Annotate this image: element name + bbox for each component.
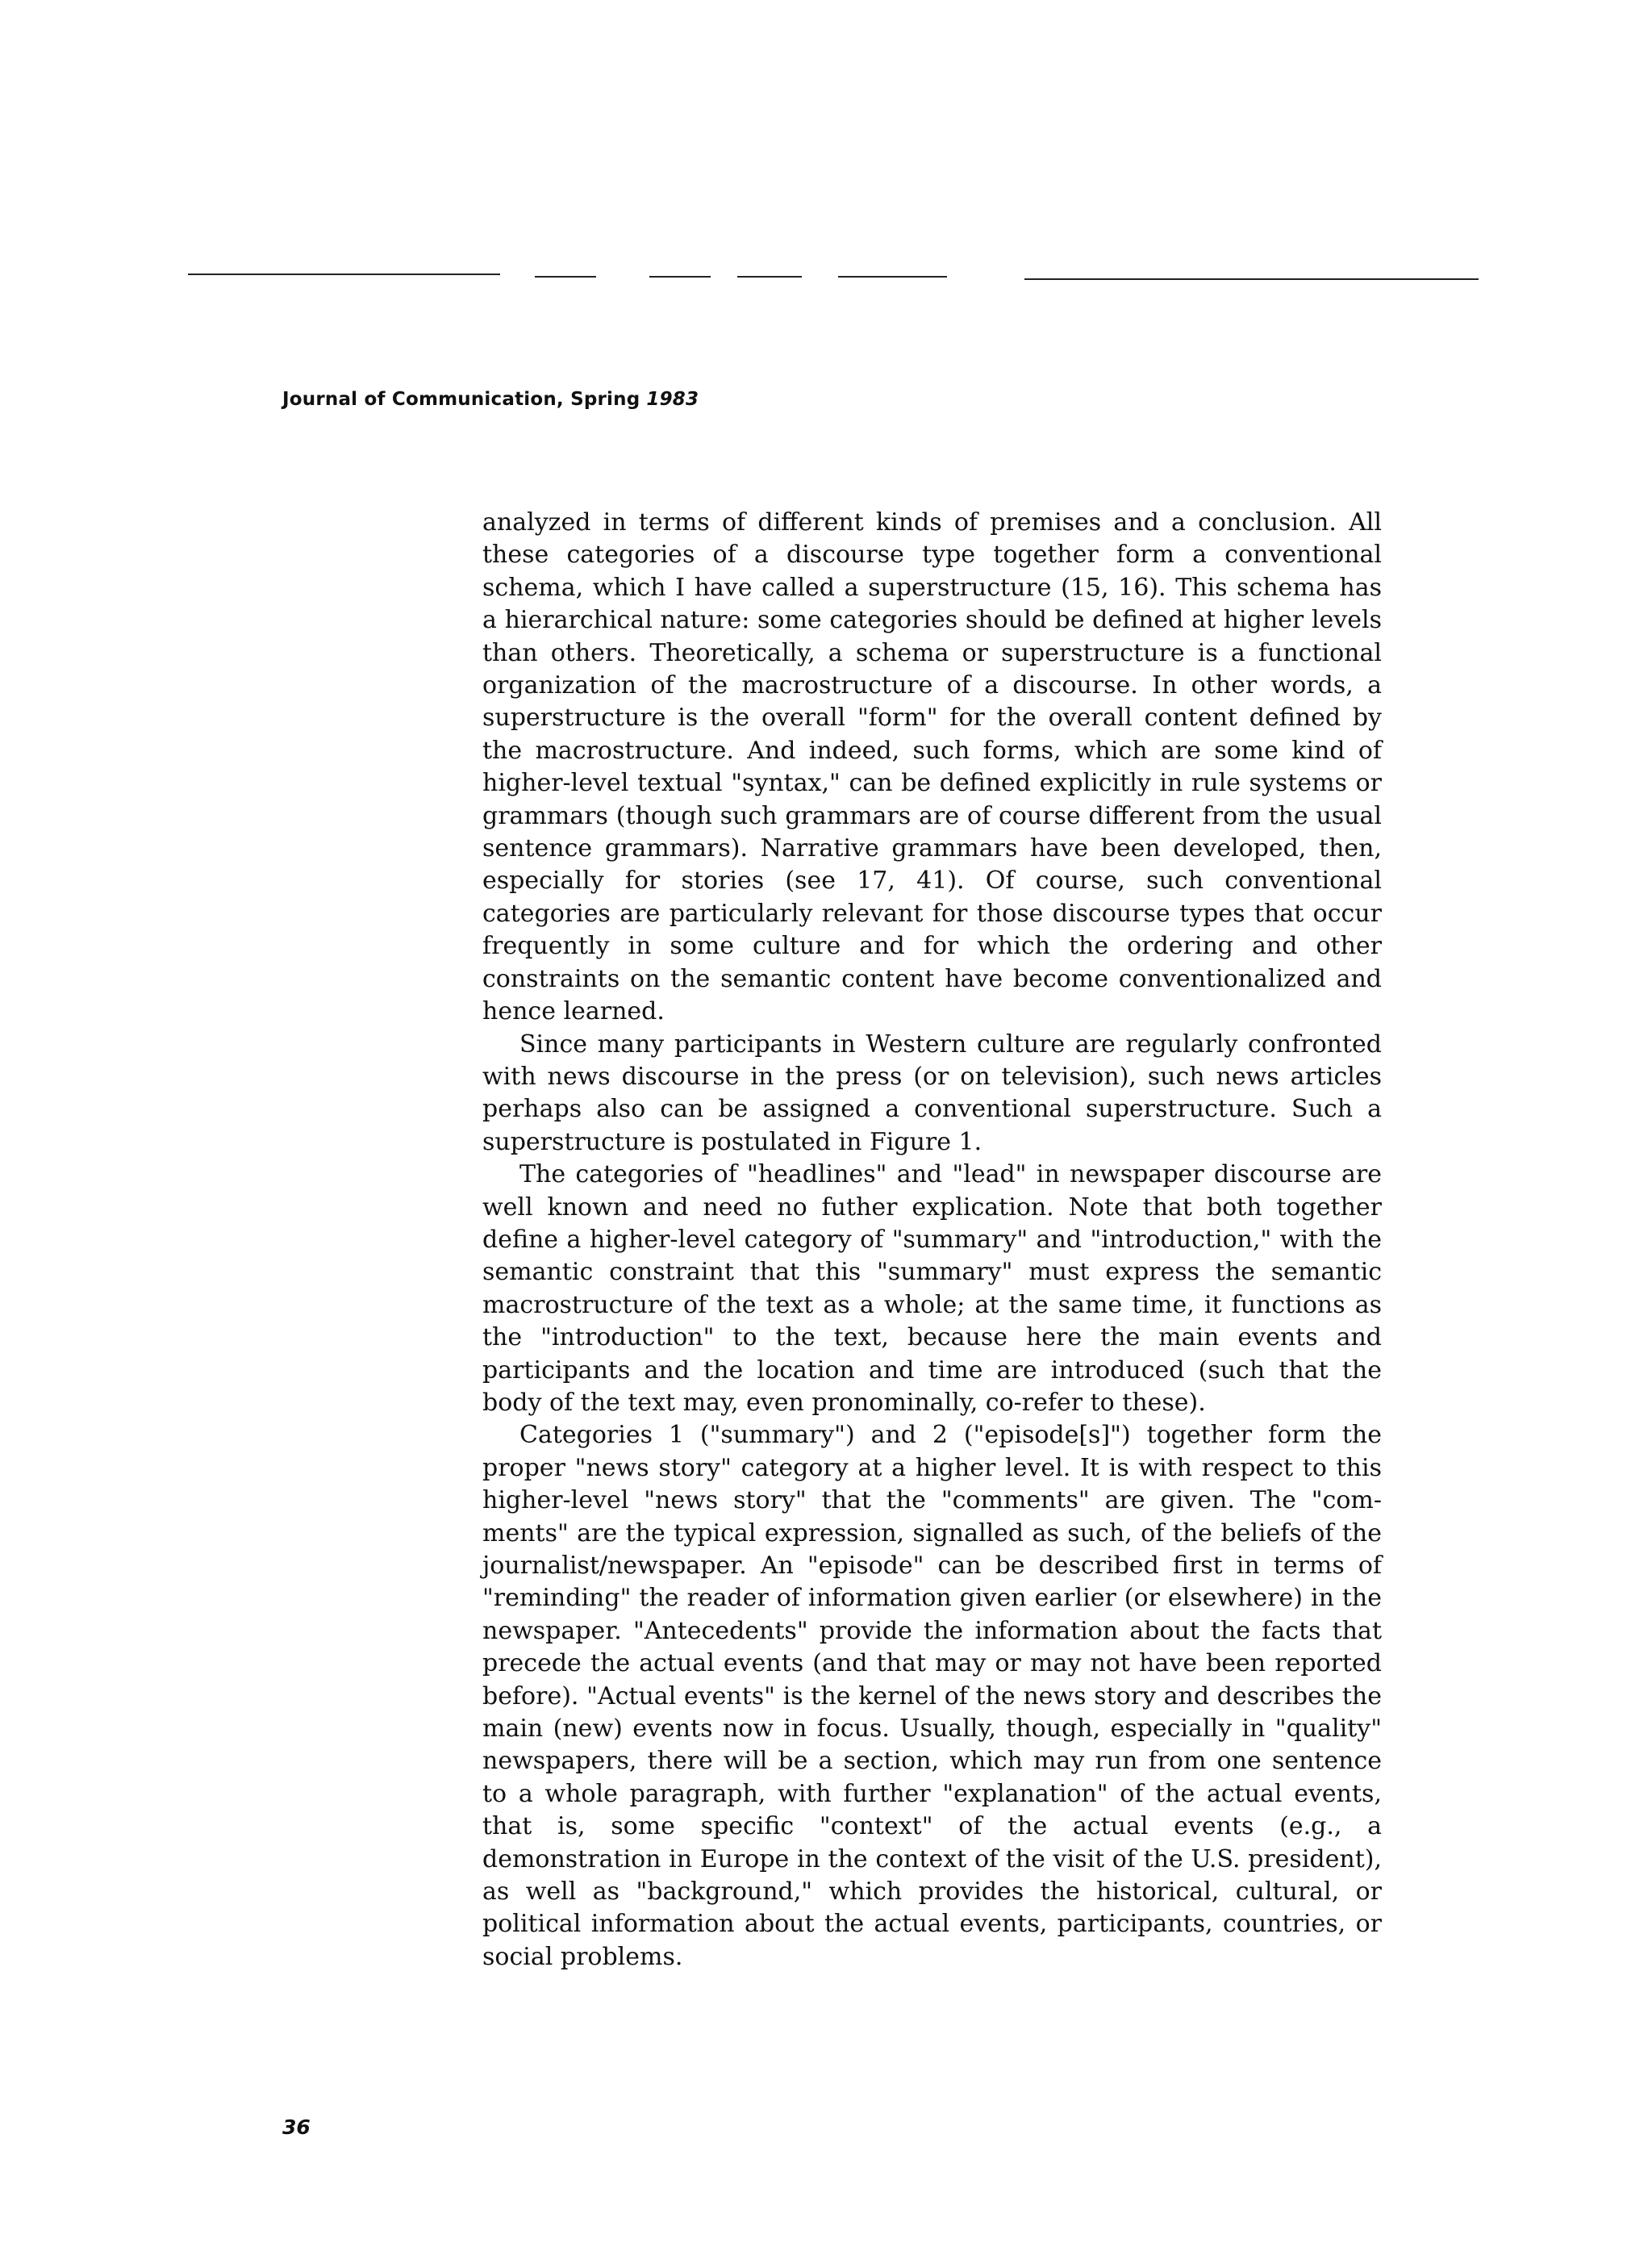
article-body bbox=[482, 507, 1382, 1974]
journal-title: Journal of Communication, Spring bbox=[282, 389, 640, 410]
top-rule-5 bbox=[838, 276, 947, 278]
top-rule-6 bbox=[1024, 278, 1479, 280]
paragraph: The categories of "headlines" and "lead" in newspaper discourse are well known and need no futher explication. Note that both together define a higher-level category of "summary" and "introduction," with the semantic constraint that this "summary" must express the semantic macrostructure of the text as a whole; at the same time, it functions as the "introduction" to the text, because here the main events and participants and the location and time are introduced (such that the body of the text may, even pronominally, co-refer to these). bbox=[482, 1160, 1382, 1417]
paragraph: Categories 1 ("summary") and 2 ("episode[s]") together form the proper "news story" category at a higher level. It is with respect to this higher-level "news story" that the "comments" are given. The "comments" are the typical expression, signalled as such, of the beliefs of the journalist/newspaper. An "episode" can be described first in terms of "reminding" the reader of information given earlier (or elsewhere) in the newspaper. "Antecedents" provide the information about the facts that precede the actual events (and that may or may not have been reported before). "Actual events" is the kernel of the news story and describes the main (new) events now in focus. Usually, though, especially in "quality" newspapers, there will be a section, which may run from one sentence to a whole paragraph, with further "explanation" of the actual events, that is, some specific "context" of the actual events (e.g., a demonstration in Europe in the context of the visit of the U.S. president), as well as "background," which provides the historical, cultural, or political information about the actual events, participants, countries, or social problems. bbox=[482, 1421, 1382, 1971]
top-rule-3 bbox=[649, 276, 711, 278]
page-number: 36 bbox=[282, 2116, 311, 2139]
top-rule-1 bbox=[188, 274, 500, 275]
paragraph: analyzed in terms of different kinds of premises and a conclusion. All these categories of a discourse type together form a conventional schema, which I have called a superstructure (15, 16). This schema has a hierarchical nature: some categories should be defined at higher levels than others. Theoretically, a schema or superstructure is a functional organization of the macrostructure of a discourse. In other words, a superstructure is the overall "form" for the overall content defined by the macrostructure. And indeed, such forms, which are some kind of higher-level textual "syntax," can be defined explicitly in rule systems or grammars (though such grammars are of course different from the usual sentence grammars). Narrative grammars have been developed, then, especially for stories (see 17, 41). Of course, such conventional categories are particularly relevant for those discourse types that occur frequently in some culture and for which the ordering and other constraints on the semantic content have become conventionalized and hence learned. bbox=[482, 508, 1382, 1026]
top-rule-4 bbox=[737, 276, 802, 278]
journal-year: 1983 bbox=[646, 389, 699, 410]
top-rule-2 bbox=[535, 276, 596, 278]
running-head bbox=[282, 389, 699, 410]
paragraph: Since many participants in Western culture are regularly confronted with news discourse in the press (or on television), such news articles perhaps also can be assigned a conventional superstructure. Such a superstructure is postulated in Figure 1. bbox=[482, 1030, 1382, 1156]
